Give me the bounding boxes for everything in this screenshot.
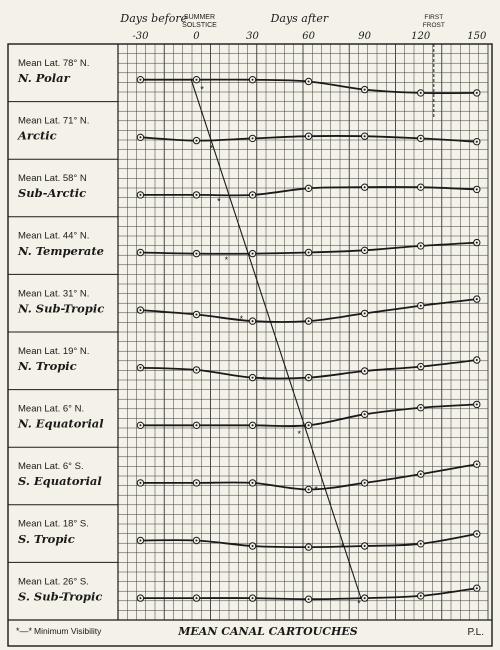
series-point-dot (139, 194, 141, 196)
minimum-visibility-star: * (357, 598, 361, 609)
band-latitude-label: Mean Lat. 6° N. (18, 403, 85, 415)
x-axis-label-after: Days after (270, 12, 329, 25)
series-point-dot (139, 136, 141, 138)
series-point-dot (420, 595, 422, 597)
series-point-dot (139, 367, 141, 369)
series-point-dot (139, 482, 141, 484)
author-initials: P.L. (467, 627, 484, 638)
series-point-dot (195, 140, 197, 142)
series-point-dot (364, 413, 366, 415)
summer-solstice-label-line2: SOLSTICE (182, 22, 217, 29)
series-point-dot (476, 242, 478, 244)
band-name-label: Arctic (18, 128, 57, 143)
series-point-dot (420, 137, 422, 139)
minimum-visibility-star: * (239, 313, 244, 324)
series-point-dot (476, 92, 478, 94)
band-latitude-label: Mean Lat. 18° S. (18, 518, 89, 530)
series-point-dot (364, 370, 366, 372)
series-point-dot (364, 312, 366, 314)
series-point-dot (476, 141, 478, 143)
series-point-dot (364, 186, 366, 188)
series-point-dot (476, 587, 478, 589)
series-point-dot (476, 359, 478, 361)
series-point-dot (308, 252, 310, 254)
x-tick-label: 30 (246, 31, 259, 42)
series-point-dot (195, 424, 197, 426)
series-point-dot (195, 597, 197, 599)
series-point-dot (195, 540, 197, 542)
series-point-dot (195, 369, 197, 371)
chart-caption: MEAN CANAL CARTOUCHES (178, 625, 358, 638)
minimum-visibility-star: * (217, 196, 221, 207)
series-point-dot (308, 135, 310, 137)
series-point-dot (252, 79, 254, 81)
series-point-dot (139, 597, 141, 599)
series-point-dot (252, 424, 254, 426)
series-point-dot (308, 320, 310, 322)
series-point-dot (476, 403, 478, 405)
series-point-dot (420, 305, 422, 307)
band-latitude-label: Mean Lat. 71° N. (18, 115, 90, 127)
series-point-dot (139, 309, 141, 311)
series-point-dot (252, 137, 254, 139)
band-name-label: N. Tropic (18, 359, 77, 374)
band-latitude-label: Mean Lat. 19° N. (18, 345, 90, 357)
band-name-label: N. Temperate (18, 243, 105, 258)
series-point-dot (252, 597, 254, 599)
band-name-label: N. Sub-Tropic (18, 301, 105, 316)
series-point-dot (252, 253, 254, 255)
first-frost-label-line1: FIRST (424, 14, 444, 21)
series-point-dot (420, 407, 422, 409)
legend-label: Minimum Visibility (34, 626, 102, 636)
series-point-dot (420, 186, 422, 188)
series-point-dot (195, 314, 197, 316)
x-tick-label: 90 (358, 31, 372, 42)
band-name-label: Sub-Arctic (18, 186, 87, 201)
series-point-dot (420, 543, 422, 545)
x-tick-label: 120 (411, 31, 431, 42)
band-latitude-label: Mean Lat. 26° S. (18, 576, 89, 588)
series-point-dot (252, 194, 254, 196)
band-latitude-label: Mean Lat. 78° N. (18, 57, 90, 69)
series-point-dot (252, 482, 254, 484)
band-name-label: S. Tropic (18, 531, 75, 546)
series-point-dot (195, 79, 197, 81)
x-tick-label: 60 (302, 31, 315, 42)
x-tick-label: 150 (467, 31, 487, 42)
minimum-visibility-star: * (200, 84, 204, 95)
series-point-dot (308, 424, 310, 426)
series-point-dot (420, 92, 422, 94)
minimum-visibility-star: * (261, 374, 266, 385)
minimum-visibility-star: * (224, 255, 229, 266)
band-name-label: N. Equatorial (18, 416, 104, 431)
minimum-visibility-star: * (340, 542, 345, 553)
series-point-dot (195, 253, 197, 255)
band-latitude-label: Mean Lat. 58° N (18, 173, 87, 185)
series-point-dot (420, 473, 422, 475)
series-point-dot (364, 89, 366, 91)
series-point-dot (308, 80, 310, 82)
series-point-dot (252, 320, 254, 322)
series-point-dot (252, 545, 254, 547)
series-point-dot (308, 489, 310, 491)
minimum-visibility-star: * (314, 484, 318, 495)
series-point-dot (139, 252, 141, 254)
series-point-dot (364, 545, 366, 547)
band-latitude-label: Mean Lat. 44° N. (18, 230, 90, 242)
series-point-dot (252, 377, 254, 379)
series-point-dot (195, 482, 197, 484)
series-point-dot (139, 79, 141, 81)
series-point-dot (308, 546, 310, 548)
series-point-dot (364, 135, 366, 137)
series-point-dot (476, 188, 478, 190)
series-point-dot (420, 366, 422, 368)
x-tick-label: 0 (193, 31, 200, 42)
legend-star-marker: *—* (16, 626, 33, 636)
x-axis-label-before: Days before (120, 12, 188, 25)
band-latitude-label: Mean Lat. 6° S. (18, 461, 84, 473)
x-tick-label: -30 (132, 31, 149, 42)
band-name-label: S. Equatorial (18, 474, 102, 489)
series-point-dot (364, 482, 366, 484)
minimum-visibility-star: * (209, 143, 214, 154)
summer-solstice-label-line1: SUMMER (183, 14, 216, 21)
band-latitude-label: Mean Lat. 31° N. (18, 288, 90, 300)
series-point-dot (195, 194, 197, 196)
minimum-visibility-star: * (297, 429, 302, 440)
series-point-dot (364, 249, 366, 251)
series-point-dot (364, 597, 366, 599)
series-point-dot (476, 298, 478, 300)
series-point-dot (476, 463, 478, 465)
grid (118, 44, 488, 620)
series-point-dot (139, 424, 141, 426)
series-point-dot (308, 377, 310, 379)
first-frost-label-line2: FROST (422, 22, 445, 29)
band-name-label: N. Polar (18, 71, 70, 86)
series-point-dot (308, 187, 310, 189)
series-point-dot (308, 598, 310, 600)
series-point-dot (420, 245, 422, 247)
band-name-label: S. Sub-Tropic (18, 589, 103, 604)
series-point-dot (139, 540, 141, 542)
series-point-dot (476, 533, 478, 535)
